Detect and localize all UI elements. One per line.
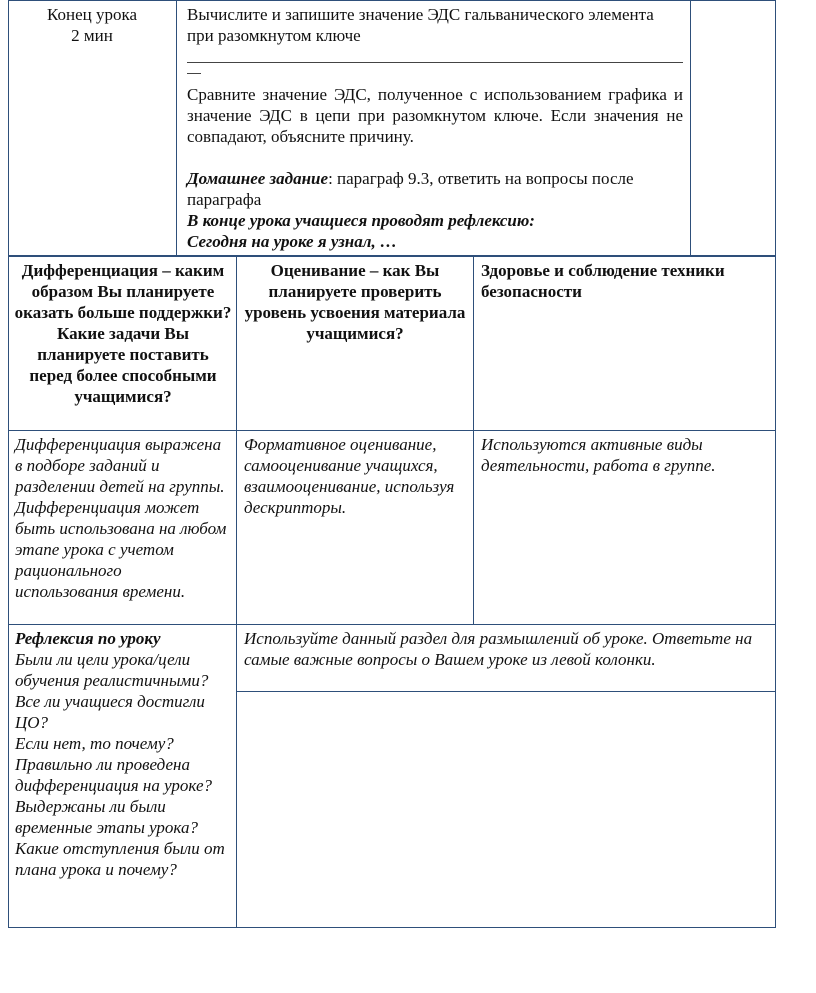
homework-label: Домашнее задание: [187, 169, 329, 188]
row-divider-2: [8, 624, 776, 625]
stage-label: Конец урока: [46, 5, 138, 24]
blank-answer-line: [187, 52, 683, 63]
today-prompt: Сегодня на уроке я узнал, …: [187, 232, 397, 251]
homework-line: [187, 168, 683, 210]
header-assessment: Оценивание – как Вы планируете проверить уровень усвоения материала учащимися?: [244, 261, 466, 343]
content-health: Используются активные виды деятельности, работа в группе.: [481, 435, 716, 475]
reflection-question: Какие отступления были от плана урока и почему?: [15, 839, 225, 879]
reflection-question: Правильно ли проведена дифференциация на уроке?: [15, 755, 212, 795]
reflection-instruction: В конце урока учащиеся проводят рефлексию:: [187, 211, 535, 230]
reflection-title: Рефлексия по уроку: [15, 629, 161, 648]
row-divider-1: [8, 430, 776, 431]
stage-cell: [10, 4, 174, 46]
reflection-question: Если нет, то почему?: [15, 734, 174, 753]
top-row-middle-divider: [176, 0, 177, 256]
reflection-notes-area[interactable]: [237, 692, 775, 927]
task-text: Вычислите и запишите значение ЭДС гальванического элемента при разомкнутом ключе: [187, 5, 654, 45]
reflection-question: Были ли цели урока/цели обучения реалистичными?: [15, 650, 209, 690]
homework-text: : параграф 9.3, ответить на вопросы после параграфа: [187, 169, 634, 209]
stage-time: 2 мин: [71, 26, 113, 45]
content-differentiation: Дифференциация выражена в подборе заданий и разделении детей на группы. Дифференциация может быть использована на любом этапе урока с учетом рационального использования времени.: [15, 435, 227, 601]
blank-answer-tail: [187, 63, 201, 74]
col-divider-2: [473, 256, 474, 624]
reflection-instruction-cell: Используйте данный раздел для размышлений об уроке. Ответьте на самые важные вопросы о Вашем уроке из левой колонки.: [244, 629, 753, 669]
header-health: Здоровье и соблюдение техники безопасности: [481, 261, 725, 301]
compare-text: Сравните значение ЭДС, полученное с использованием графика и значение ЭДС в цепи при разомкнутом ключе. Если значения не совпадают, объясните причину.: [187, 85, 683, 146]
reflection-question: Выдержаны ли были временные этапы урока?: [15, 797, 198, 837]
reflection-cell: [15, 628, 231, 880]
top-row-right-divider: [690, 0, 691, 256]
reflection-question: Все ли учащиеся достигли ЦО?: [15, 692, 205, 732]
header-differentiation: Дифференциация – каким образом Вы планируете оказать больше поддержки? Какие задачи Вы планируете поставить перед более способными учащимися?: [14, 261, 232, 406]
content-assessment: Формативное оценивание, самооценивание учащихся, взаимооценивание, используя дескрипторы.: [244, 435, 455, 517]
task-cell: [187, 4, 683, 252]
